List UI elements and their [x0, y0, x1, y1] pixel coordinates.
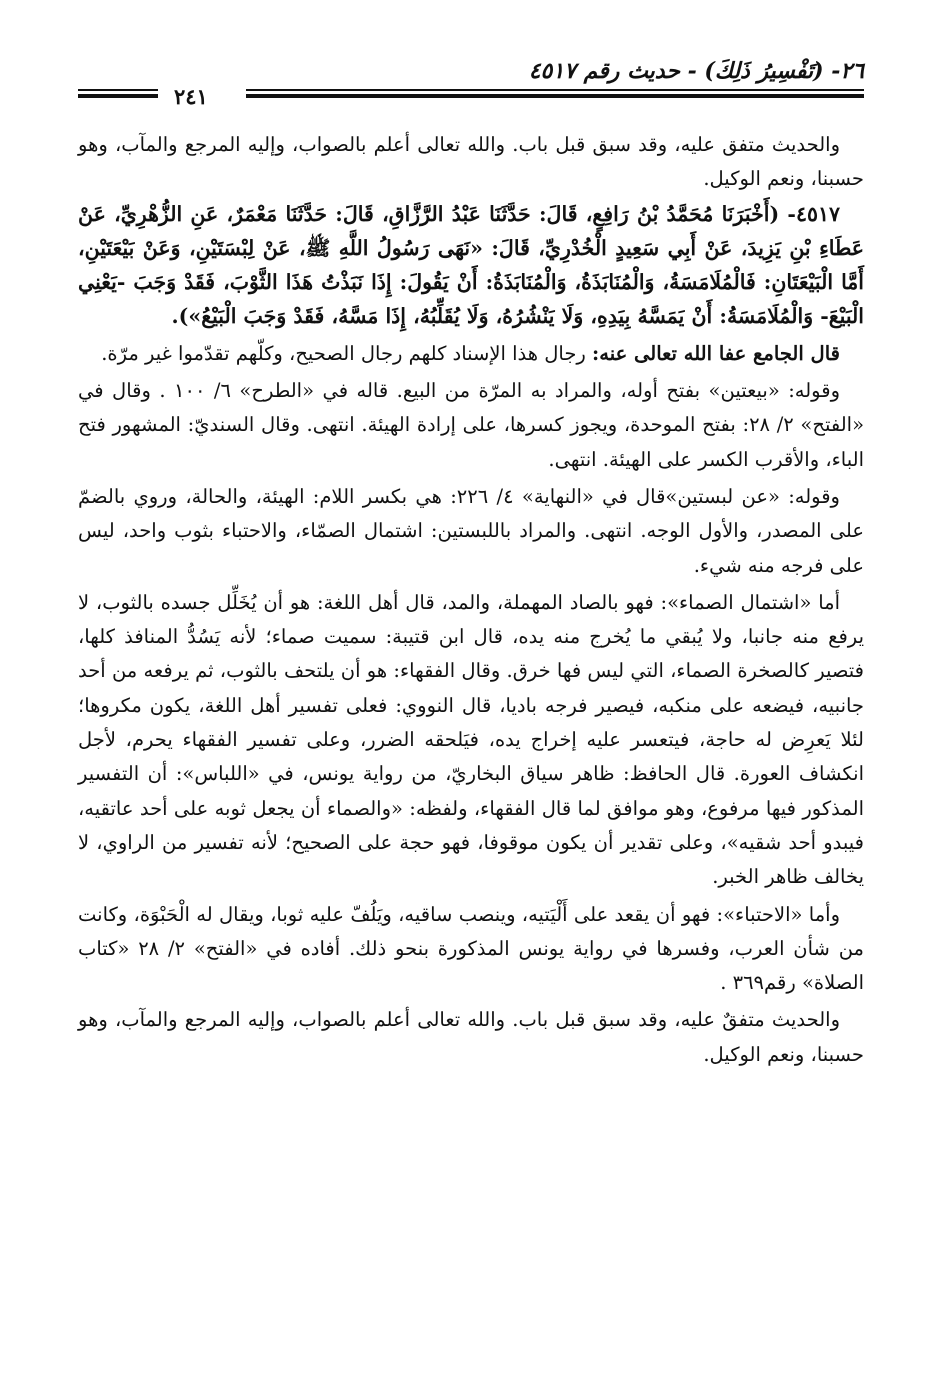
jami-lead: قال الجامع عفا الله تعالى عنه:	[592, 341, 840, 365]
header-rule	[246, 89, 864, 98]
libstayn-explanation: وقوله: «عن لبستين»قال في «النهاية» ٤/ ٢٢٦: هي بكسر اللام: الهيئة، والحالة، وروي بالضمّ على المصدر، والأول الوجه. انتهى. والمراد باللبستين: اشتمال الصمّاء، والاحتباء بثوب واحد، ليس على فرجه منه شيء.	[78, 484, 864, 577]
closing-paragraph: والحديث متفق عليه، وقد سبق قبل باب. والله تعالى أعلم بالصواب، وإليه المرجع والمآب، وهو حسبنا، ونعم الوكيل.	[78, 133, 864, 191]
ihtiba-explanation: وأما «الاحتباء»: فهو أن يقعد على أَلْيَتيه، وينصب ساقيه، ويَلُفّ عليه ثوبا، ويقال له الْحَبْوَة، وكانت من شأن العرب، وفسرها في رواية يونس المذكورة بنحو ذلك. أفاده في «الفتح» ٢/ ٢٨ «كتاب الصلاة» رقم٣٦٩ .	[78, 902, 864, 995]
jami-comment: رجال هذا الإسناد كلهم رجال الصحيح، وكلّهم تقدّموا غير مرّة.	[101, 341, 593, 365]
page-header	[78, 58, 864, 109]
page-body	[78, 128, 864, 1072]
bayatayn-explanation: وقوله: «بيعتين» بفتح أوله، والمراد به المرّة من البيع. قاله في «الطرح» ٦/ ١٠٠ . وقال في «الفتح» ٢/ ٢٨: بفتح الموحدة، ويجوز كسرها، على إرادة الهيئة. انتهى. وقال السنديّ: المشهور فتح الباء، والأقرب الكسر على الهيئة. انتهى.	[78, 379, 864, 471]
book-page	[78, 58, 864, 1072]
jami-comment-paragraph	[78, 337, 864, 371]
hadith-text: ٤٥١٧- (أَخْبَرَنَا مُحَمَّدُ بْنُ رَافِعٍ، قَالَ: حَدَّثَنَا عَبْدُ الرَّزَّاقِ، قَالَ: حَدَّثَنَا مَعْمَرٌ، عَنِ الزُّهْرِيِّ، عَنْ عَطَاءِ بْنِ يَزِيدَ، عَنْ أَبِي سَعِيدٍ الْخُدْرِيِّ، قَالَ: «نَهَى رَسُولُ اللَّهِ ﷺ، عَنْ لِبْسَتَيْنِ، وَعَنْ بَيْعَتَيْنِ، أَمَّا الْبَيْعَتَانِ: فَالْمُلَامَسَةُ، وَالْمُنَابَذَةُ، وَالْمُنَابَذَةُ: أَنْ يَقُولَ: إِذَا نَبَذْتُ هَذَا الثَّوْبَ، فَقَدْ وَجَبَ -يَعْنِي الْبَيْعَ- وَالْمُلَامَسَةُ: أَنْ يَمَسَّهُ بِيَدِهِ، وَلَا يَنْشُرُهُ، وَلَا يُقَلِّبُهُ، إِذَا مَسَّهُ، فَقَدْ وَجَبَ الْبَيْعُ»).	[78, 201, 864, 329]
page-number: ٢٤١	[174, 84, 208, 109]
chapter-title: ٢٦- (تَفْسِيرُ ذَلِكَ) - حديث رقم ٤٥١٧	[528, 58, 864, 84]
samma-explanation: أما «اشتمال الصماء»: فهو بالصاد المهملة، والمد، قال أهل اللغة: هو أن يُخَلِّل جسده بالثوب، لا يرفع منه جانبا، ولا يُبقي ما يُخرج منه يده، قال ابن قتيبة: سميت صماء؛ لأنه يَسُدُّ المنافذ كلها، فتصير كالصخرة الصماء، التي ليس فها خرق. وقال الفقهاء: هو أن يلتحف بالثوب، ثم يرفعه من أحد جانبيه، فيضعه على منكبه، فيصير فرجه باديا، قال النووي: فعلى تفسير أهل اللغة، يكون مكروها؛ لئلا يَعرِض له حاجة، فيتعسر عليه إخراج يده، فيَلحقه الضرر، وعلى تفسير الفقهاء يحرم، لأجل انكشاف العورة. قال الحافظ: ظاهر سياق البخاريّ، من رواية يونس، في «اللباس»: أن التفسير المذكور فيها مرفوع، وهو موافق لما قال الفقهاء، ولفظه: «والصماء أن يجعل ثوبه على أحد عاتقيه، فيبدو أحد شقيه»، وعلى تقدير أن يكون موقوفا، فهو حجة على الصحيح؛ لأنه تفسير من الراوي، لا يخالف ظاهر الخبر.	[78, 590, 864, 889]
final-paragraph: والحديث متفقٌ عليه، وقد سبق قبل باب. والله تعالى أعلم بالصواب، وإليه المرجع والمآب، وهو حسبنا، ونعم الوكيل.	[78, 1008, 864, 1066]
header-rule-short	[78, 89, 158, 98]
